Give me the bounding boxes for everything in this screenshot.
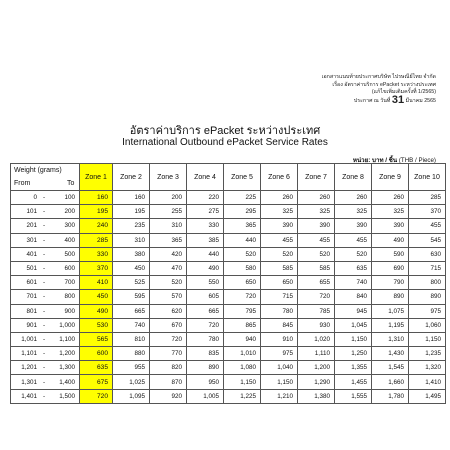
rate-cell-zone-4: 330 [187,219,224,233]
table-row [11,233,446,247]
table-row [11,304,446,318]
rate-cell-zone-3: 870 [150,375,187,389]
rate-cell-zone-4: 605 [187,290,224,304]
rate-cell-zone-4: 385 [187,233,224,247]
rate-cell-zone-2: 880 [113,347,150,361]
rate-cell-zone-7: 720 [298,290,335,304]
rate-cell-zone-3: 420 [150,247,187,261]
rate-cell-zone-6: 390 [261,219,298,233]
rate-cell-zone-10: 1,410 [409,375,446,389]
rate-cell-zone-7: 1,020 [298,332,335,346]
rate-cell-zone-8: 1,045 [335,318,372,332]
rate-cell-zone-9: 1,780 [372,389,409,403]
rate-cell-zone-7: 520 [298,247,335,261]
weight-from: 201 [26,222,37,230]
weight-to: 300 [64,222,75,230]
rate-cell-zone-7: 325 [298,205,335,219]
range-dash: - [42,335,46,343]
rate-cell-zone-4: 890 [187,361,224,375]
rates-table-body [11,191,446,404]
weight-to: 1,100 [59,335,75,343]
table-row [11,318,446,332]
date-day: 31 [391,93,405,106]
rate-cell-zone-6: 845 [261,318,298,332]
range-dash: - [42,279,46,287]
rate-cell-zone-1: 490 [80,304,113,318]
rate-cell-zone-4: 950 [187,375,224,389]
rate-cell-zone-3: 570 [150,290,187,304]
rate-cell-zone-2: 665 [113,304,150,318]
zone-header: Zone 6 [261,164,298,191]
rate-cell-zone-8: 520 [335,247,372,261]
rate-cell-zone-7: 655 [298,276,335,290]
rate-cell-zone-1: 450 [80,290,113,304]
weight-range-cell [11,389,80,403]
rate-cell-zone-9: 1,195 [372,318,409,332]
range-dash: - [42,236,46,244]
rate-cell-zone-2: 380 [113,247,150,261]
weight-from: 701 [26,293,37,301]
rate-cell-zone-7: 390 [298,219,335,233]
weight-range-cell [11,347,80,361]
rate-cell-zone-5: 1,225 [224,389,261,403]
rate-cell-zone-6: 1,150 [261,375,298,389]
rate-cell-zone-5: 440 [224,233,261,247]
weight-from: 301 [26,236,37,244]
range-dash: - [42,250,46,258]
unit-label-en: (THB / Piece) [398,157,436,164]
rate-cell-zone-8: 1,455 [335,375,372,389]
rate-cell-zone-3: 920 [150,389,187,403]
weight-from: 101 [26,208,37,216]
rate-cell-zone-5: 520 [224,247,261,261]
unit-label-thai: หน่วย: บาท / ชิ้น [352,157,398,164]
weight-from: 1,001 [21,335,37,343]
rate-cell-zone-10: 455 [409,219,446,233]
rate-cell-zone-4: 665 [187,304,224,318]
rate-cell-zone-1: 160 [80,191,113,205]
rate-cell-zone-1: 240 [80,219,113,233]
rate-cell-zone-1: 565 [80,332,113,346]
rate-cell-zone-5: 225 [224,191,261,205]
rate-cell-zone-3: 720 [150,332,187,346]
rate-cell-zone-1: 635 [80,361,113,375]
rate-cell-zone-7: 1,290 [298,375,335,389]
rate-cell-zone-10: 715 [409,261,446,275]
weight-range-cell [11,247,80,261]
rate-cell-zone-8: 325 [335,205,372,219]
weight-to: 100 [64,194,75,202]
rate-cell-zone-4: 490 [187,261,224,275]
weight-from: 801 [26,307,37,315]
weight-to: 600 [64,265,75,273]
rate-cell-zone-3: 470 [150,261,187,275]
rate-cell-zone-10: 285 [409,191,446,205]
table-header-row [11,164,446,191]
weight-header [11,164,80,191]
weight-from: 901 [26,321,37,329]
weight-range-cell [11,261,80,275]
rate-cell-zone-7: 1,110 [298,347,335,361]
zone-header: Zone 5 [224,164,261,191]
rate-cell-zone-4: 1,005 [187,389,224,403]
table-row [11,361,446,375]
rate-cell-zone-1: 675 [80,375,113,389]
rate-cell-zone-5: 720 [224,290,261,304]
rate-cell-zone-5: 1,080 [224,361,261,375]
rate-cell-zone-3: 255 [150,205,187,219]
rate-cell-zone-10: 975 [409,304,446,318]
table-row [11,191,446,205]
rate-cell-zone-2: 235 [113,219,150,233]
weight-to: 800 [64,293,75,301]
rate-cell-zone-10: 1,495 [409,389,446,403]
rate-cell-zone-8: 390 [335,219,372,233]
weight-header-label: Weight (grams) [14,167,62,174]
table-row [11,205,446,219]
weight-range-cell [11,276,80,290]
rate-cell-zone-1: 600 [80,347,113,361]
rate-cell-zone-4: 275 [187,205,224,219]
rate-cell-zone-4: 780 [187,332,224,346]
weight-range-cell [11,191,80,205]
rate-cell-zone-8: 1,150 [335,332,372,346]
zone-header: Zone 4 [187,164,224,191]
rate-cell-zone-6: 585 [261,261,298,275]
rate-cell-zone-7: 1,380 [298,389,335,403]
weight-range-cell [11,361,80,375]
weight-to: 1,000 [59,321,75,329]
rate-cell-zone-10: 630 [409,247,446,261]
weight-from: 1,101 [21,350,37,358]
rate-cell-zone-4: 720 [187,318,224,332]
rate-cell-zone-5: 795 [224,304,261,318]
zone-header: Zone 3 [150,164,187,191]
range-dash: - [42,293,46,301]
range-dash: - [42,265,46,273]
weight-from: 1,301 [21,378,37,386]
rate-cell-zone-4: 220 [187,191,224,205]
weight-to: 1,200 [59,350,75,358]
rate-cell-zone-8: 1,250 [335,347,372,361]
rate-cell-zone-6: 260 [261,191,298,205]
rate-cell-zone-9: 890 [372,290,409,304]
rate-cell-zone-7: 260 [298,191,335,205]
rate-cell-zone-1: 195 [80,205,113,219]
announcement-date [276,93,436,106]
weight-to: 1,500 [59,392,75,400]
weight-to: 500 [64,250,75,258]
rate-cell-zone-6: 1,210 [261,389,298,403]
rate-cell-zone-9: 1,545 [372,361,409,375]
weight-range-cell [11,318,80,332]
rate-cell-zone-2: 740 [113,318,150,332]
rates-table [10,163,446,404]
rate-cell-zone-9: 325 [372,205,409,219]
rate-cell-zone-6: 975 [261,347,298,361]
rate-cell-zone-3: 520 [150,276,187,290]
rate-cell-zone-10: 1,320 [409,361,446,375]
rate-cell-zone-6: 1,040 [261,361,298,375]
rate-cell-zone-3: 365 [150,233,187,247]
date-suffix: มีนาคม 2565 [405,97,436,104]
rate-cell-zone-4: 440 [187,247,224,261]
rate-cell-zone-3: 200 [150,191,187,205]
rate-cell-zone-2: 1,095 [113,389,150,403]
rate-cell-zone-8: 840 [335,290,372,304]
rate-cell-zone-3: 770 [150,347,187,361]
zone-header: Zone 9 [372,164,409,191]
range-dash: - [42,350,46,358]
weight-from: 401 [26,250,37,258]
weight-to: 400 [64,236,75,244]
rate-cell-zone-9: 390 [372,219,409,233]
weight-from: 1,401 [21,392,37,400]
from-header: From [14,180,31,187]
weight-range-cell [11,219,80,233]
table-row [11,332,446,346]
rate-cell-zone-1: 330 [80,247,113,261]
rate-cell-zone-10: 1,235 [409,347,446,361]
annex-note [276,74,436,105]
rate-cell-zone-6: 650 [261,276,298,290]
rate-cell-zone-8: 635 [335,261,372,275]
table-row [11,261,446,275]
rate-cell-zone-2: 955 [113,361,150,375]
rate-cell-zone-5: 940 [224,332,261,346]
table-row [11,219,446,233]
rate-cell-zone-8: 1,555 [335,389,372,403]
rate-cell-zone-2: 525 [113,276,150,290]
range-dash: - [42,194,46,202]
rate-cell-zone-8: 740 [335,276,372,290]
zone-header: Zone 1 [80,164,113,191]
rate-cell-zone-9: 590 [372,247,409,261]
rate-cell-zone-6: 715 [261,290,298,304]
range-dash: - [42,364,46,372]
rate-cell-zone-7: 585 [298,261,335,275]
table-row [11,375,446,389]
rate-cell-zone-8: 455 [335,233,372,247]
zone-header: Zone 10 [409,164,446,191]
rate-cell-zone-6: 520 [261,247,298,261]
rate-cell-zone-6: 910 [261,332,298,346]
rate-cell-zone-5: 580 [224,261,261,275]
rate-cell-zone-1: 410 [80,276,113,290]
rate-cell-zone-6: 780 [261,304,298,318]
rate-cell-zone-3: 670 [150,318,187,332]
zone-header: Zone 2 [113,164,150,191]
weight-range-cell [11,304,80,318]
table-row [11,347,446,361]
rate-cell-zone-6: 455 [261,233,298,247]
weight-from: 601 [26,279,37,287]
weight-range-cell [11,290,80,304]
rate-cell-zone-10: 370 [409,205,446,219]
weight-to: 200 [64,208,75,216]
rate-cell-zone-1: 720 [80,389,113,403]
rate-cell-zone-5: 865 [224,318,261,332]
rate-cell-zone-1: 530 [80,318,113,332]
rate-cell-zone-2: 310 [113,233,150,247]
zone-header: Zone 7 [298,164,335,191]
rate-cell-zone-8: 1,355 [335,361,372,375]
rate-cell-zone-8: 260 [335,191,372,205]
weight-to: 1,300 [59,364,75,372]
range-dash: - [42,392,46,400]
rate-cell-zone-3: 310 [150,219,187,233]
title-thai: อัตราค่าบริการ ePacket ระหว่างประเทศ [129,125,321,137]
rate-cell-zone-3: 620 [150,304,187,318]
weight-from: 1,201 [21,364,37,372]
rate-cell-zone-5: 295 [224,205,261,219]
annex-line-3: (แก้ไขเพิ่มเติมครั้งที่ 1/2565) [371,89,436,96]
zone-header: Zone 8 [335,164,372,191]
annex-line-2: เรื่อง อัตราค่าบริการ ePacket ระหว่างประเทศ [332,81,436,88]
rate-cell-zone-2: 595 [113,290,150,304]
weight-range-cell [11,233,80,247]
weight-range-cell [11,375,80,389]
rate-cell-zone-8: 945 [335,304,372,318]
rate-cell-zone-2: 1,025 [113,375,150,389]
rate-cell-zone-9: 1,660 [372,375,409,389]
rate-cell-zone-9: 1,075 [372,304,409,318]
rate-cell-zone-1: 370 [80,261,113,275]
date-prefix: ประกาศ ณ วันที่ [353,97,391,104]
range-dash: - [42,222,46,230]
rate-cell-zone-5: 365 [224,219,261,233]
range-dash: - [42,208,46,216]
table-row [11,247,446,261]
rate-cell-zone-7: 785 [298,304,335,318]
rate-cell-zone-9: 790 [372,276,409,290]
rate-cell-zone-9: 260 [372,191,409,205]
rate-cell-zone-7: 1,200 [298,361,335,375]
rate-cell-zone-10: 1,060 [409,318,446,332]
weight-range-cell [11,332,80,346]
rate-cell-zone-9: 490 [372,233,409,247]
table-row [11,389,446,403]
rate-cell-zone-1: 285 [80,233,113,247]
range-dash: - [42,321,46,329]
rate-cell-zone-10: 1,150 [409,332,446,346]
rate-cell-zone-2: 450 [113,261,150,275]
rate-cell-zone-7: 455 [298,233,335,247]
weight-to: 1,400 [59,378,75,386]
rate-cell-zone-4: 835 [187,347,224,361]
weight-to: 900 [64,307,75,315]
rate-cell-zone-9: 1,430 [372,347,409,361]
weight-from: 0 [33,194,37,202]
rate-cell-zone-9: 1,310 [372,332,409,346]
rate-cell-zone-10: 890 [409,290,446,304]
to-header: To [67,180,75,187]
rate-cell-zone-2: 810 [113,332,150,346]
annex-line-1: เอกสารแนบท้ายประกาศบริษัท ไปรษณีย์ไทย จำกัด [321,74,436,80]
rate-cell-zone-5: 650 [224,276,261,290]
rate-cell-zone-9: 690 [372,261,409,275]
rate-cell-zone-5: 1,150 [224,375,261,389]
table-row [11,290,446,304]
table-row [11,276,446,290]
title-english: International Outbound ePacket Service Rates [122,137,328,148]
weight-to: 700 [64,279,75,287]
rate-cell-zone-2: 195 [113,205,150,219]
rate-cell-zone-4: 550 [187,276,224,290]
rate-cell-zone-10: 800 [409,276,446,290]
rate-cell-zone-10: 545 [409,233,446,247]
rate-cell-zone-3: 820 [150,361,187,375]
range-dash: - [42,378,46,386]
rate-cell-zone-6: 325 [261,205,298,219]
rate-cell-zone-2: 160 [113,191,150,205]
rate-cell-zone-5: 1,010 [224,347,261,361]
weight-range-cell [11,205,80,219]
range-dash: - [42,307,46,315]
weight-from: 501 [26,265,37,273]
rate-cell-zone-7: 930 [298,318,335,332]
